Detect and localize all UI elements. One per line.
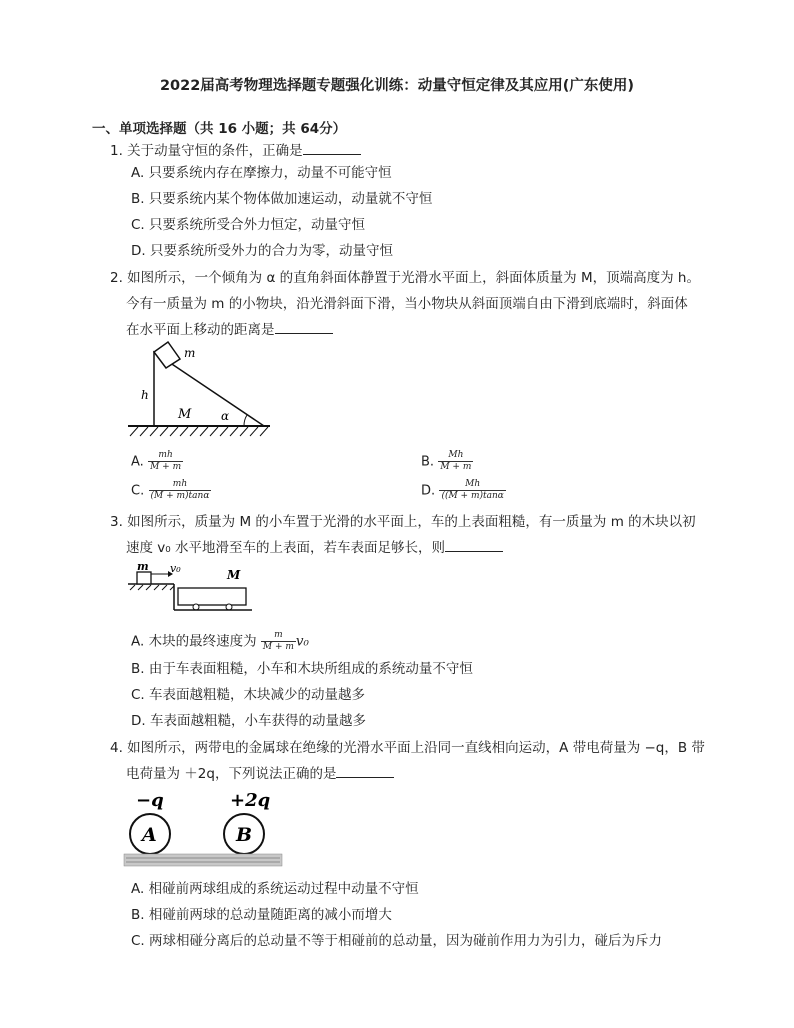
fraction: [149, 479, 212, 502]
insulating-surface: [124, 854, 282, 866]
q1-option-d: D. 只要系统所受外力的合力为零，动量守恒: [131, 243, 393, 259]
document-title: 2022届高考物理选择题专题强化训练：动量守恒定律及其应用(广东使用): [159, 78, 635, 94]
angle-arc: [244, 415, 247, 426]
cart-wheel-right: [226, 604, 232, 610]
numerator: mh: [172, 479, 188, 489]
question-3-line2: [126, 538, 503, 558]
block: [154, 342, 180, 368]
charge-a: −q: [136, 790, 164, 811]
answer-blank: [336, 765, 394, 778]
q3-option-b: B. 由于车表面粗糙，小车和木块所组成的系统动量不守恒: [131, 661, 473, 677]
question-2-line3: [126, 320, 333, 340]
fraction: [439, 479, 505, 502]
question-3-line1: 3. 如图所示，质量为 M 的小车置于光滑的水平面上，车的上表面粗糙，有一质量为 m 的木块以初: [110, 514, 696, 530]
question-2-text: 在水平面上移动的距离是: [126, 322, 275, 338]
cart-wheel-left: [193, 604, 199, 610]
q2-option-b: [421, 450, 473, 473]
label-M: M: [178, 407, 192, 422]
denominator: M + m: [150, 462, 182, 472]
q1-option-c: C. 只要系统所受合外力恒定，动量守恒: [131, 217, 366, 233]
q4-option-c: C. 两球相碰分离后的总动量不等于相碰前的总动量，因为碰前作用力为引力，碰后为斥力: [131, 933, 663, 949]
fraction: [148, 450, 183, 473]
question-2-line1: 2. 如图所示，一个倾角为 α 的直角斜面体静置于光滑水平面上，斜面体质量为 M，顶端高度为 h。: [110, 270, 700, 286]
fraction: [261, 630, 296, 653]
q1-option-b: B. 只要系统内某个物体做加速运动，动量就不守恒: [131, 191, 433, 207]
velocity-symbol: v₀: [295, 633, 309, 650]
option-letter: C.: [131, 483, 145, 499]
label-M: M: [227, 568, 241, 582]
label-h: h: [141, 388, 149, 402]
q3-option-d: D. 车表面越粗糙，小车获得的动量越多: [131, 713, 366, 729]
question-4-line1: 4. 如图所示，两带电的金属球在绝缘的光滑水平面上沿同一直线相向运动，A 带电荷量为 −q，B 带: [110, 740, 705, 756]
charge-b: +2q: [230, 790, 271, 811]
numerator: Mh: [448, 450, 464, 460]
numerator: Mh: [465, 479, 481, 489]
option-letter: B.: [421, 454, 435, 470]
q2-option-d: [421, 479, 506, 502]
incline-figure: [124, 338, 274, 440]
question-2-line2: 今有一质量为 m 的小物块，沿光滑斜面下滑，当小物块从斜面顶端自由下滑到底端时，斜面体: [126, 296, 688, 312]
label-m: m: [184, 346, 196, 360]
option-letter: D.: [421, 483, 436, 499]
denominator: ((M + m)tanα: [441, 491, 504, 501]
label-alpha: α: [221, 409, 230, 423]
denominator: M + m: [262, 642, 294, 652]
q2-option-a: [131, 450, 183, 473]
block-m: [137, 572, 151, 584]
denominator: M + m: [440, 462, 472, 472]
question-4-text: 电荷量为 ＋2q，下列说法正确的是: [126, 766, 337, 782]
question-1-stem: [110, 141, 361, 161]
label-b: B: [236, 824, 253, 846]
section-heading: 一、单项选择题（共 16 小题；共 64分）: [92, 121, 347, 137]
q2-option-c: [131, 479, 211, 502]
label-a: A: [142, 824, 157, 846]
fraction: [438, 450, 473, 473]
question-4-line2: [126, 764, 394, 784]
cart-figure: [124, 562, 256, 614]
answer-blank: [445, 539, 503, 552]
q3-option-c: C. 车表面越粗糙，木块减少的动量越多: [131, 687, 366, 703]
question-3-text: 速度 v₀ 水平地滑至车的上表面，若车表面足够长，则: [126, 540, 445, 556]
numerator: m: [274, 630, 283, 640]
denominator: (M + m)tanα: [150, 491, 210, 501]
answer-blank: [303, 142, 361, 155]
option-text: A. 木块的最终速度为: [131, 633, 257, 650]
label-v0: v₀: [170, 562, 181, 575]
numerator: mh: [158, 450, 173, 460]
question-1-text: 1. 关于动量守恒的条件，正确是: [110, 143, 303, 159]
option-letter: A.: [131, 454, 144, 470]
q4-option-a: A. 相碰前两球组成的系统运动过程中动量不守恒: [131, 881, 419, 897]
answer-blank: [275, 321, 333, 334]
ledge-hatch: [130, 585, 174, 590]
cart-body: [178, 588, 246, 605]
q3-option-a: [131, 630, 309, 653]
ground-hatch: [130, 427, 268, 436]
label-m: m: [137, 562, 149, 573]
charged-spheres-figure: [122, 788, 284, 870]
q4-option-b: B. 相碰前两球的总动量随距离的减小而增大: [131, 907, 392, 923]
q1-option-a: A. 只要系统内存在摩擦力，动量不可能守恒: [131, 165, 392, 181]
